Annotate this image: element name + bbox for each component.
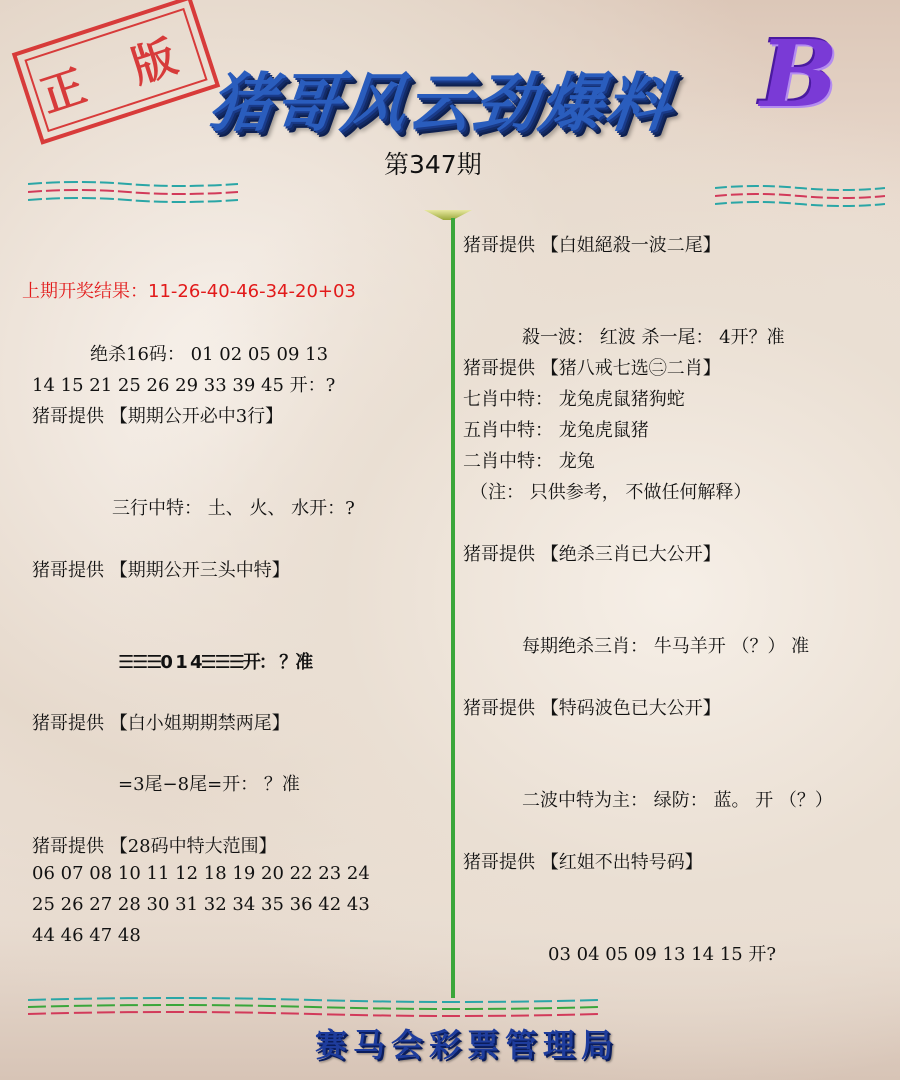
kill-16-line-2: 14 15 21 25 26 29 33 39 45 开：?	[32, 375, 336, 396]
provider-line-three-heads: 猪哥提供 【期期公开三头中特】	[32, 560, 290, 581]
provider-line-kill-three: 猪哥提供 【绝杀三肖已大公开】	[463, 544, 721, 565]
range-line-1: 06 07 08 10 11 12 18 19 20 22 23 24	[32, 863, 370, 884]
wave-color-tip: 二波中特为主： 绿防： 蓝。 开 （？）	[522, 790, 833, 811]
provider-line-28-codes: 猪哥提供 【28码中特大范围】	[32, 836, 277, 857]
edition-mark: B	[760, 20, 838, 128]
kill-16-line-1: 绝杀16码： 01 02 05 09 13	[90, 344, 329, 365]
provider-line-two-tails: 猪哥提供 【白小姐期期禁两尾】	[32, 713, 290, 734]
heads-tip: ☰☰☰0 1 4☰☰☰开： ？准	[118, 652, 312, 673]
column-divider	[451, 218, 455, 998]
divider-cap	[424, 210, 472, 220]
footer-organization: 赛马会彩票管理局	[315, 1026, 620, 1064]
wave-decoration-left	[28, 180, 238, 208]
provider-line-three-rows: 猪哥提供 【期期公开必中3行】	[32, 406, 284, 427]
provider-line-no-special: 猪哥提供 【红姐不出特号码】	[463, 852, 703, 873]
range-line-2: 25 26 27 28 30 31 32 34 35 36 42 43	[32, 894, 370, 915]
kill-wave-tip: 殺一波： 红波 杀一尾： 4开？准	[522, 327, 785, 348]
three-rows-tip: 三行中特： 土、 火、 水开：?	[112, 498, 355, 519]
authentic-stamp: 正 版	[12, 0, 220, 145]
two-zodiac-tip: 二肖中特： 龙兔	[463, 451, 595, 472]
issue-number: 第347期	[384, 150, 482, 179]
kill-three-tip: 每期绝杀三肖： 牛马羊开 （？） 准	[522, 636, 810, 657]
provider-line-zodiac: 猪哥提供 【猪八戒七选㊁二肖】	[463, 358, 721, 379]
no-special-numbers: 03 04 05 09 13 14 15 开?	[548, 944, 777, 965]
tails-tip: =3尾−8尾=开： ？准	[118, 774, 300, 795]
five-zodiac-tip: 五肖中特： 龙兔虎鼠猪	[463, 420, 649, 441]
provider-line-wave-color: 猪哥提供 【特码波色已大公开】	[463, 698, 721, 719]
seven-zodiac-tip: 七肖中特： 龙兔虎鼠猪狗蛇	[463, 389, 685, 410]
wave-decoration-bottom	[28, 996, 598, 1020]
last-draw-result: 上期开奖结果：11-26-40-46-34-20+03	[22, 281, 356, 302]
provider-line-kill-wave: 猪哥提供 【白姐絕殺一波二尾】	[463, 235, 721, 256]
wave-decoration-right	[715, 184, 885, 212]
disclaimer-note: （注： 只供参考， 不做任何解释）	[470, 482, 752, 503]
range-line-3: 44 46 47 48	[32, 925, 141, 946]
page-title: 猪哥风云劲爆料	[205, 67, 676, 141]
